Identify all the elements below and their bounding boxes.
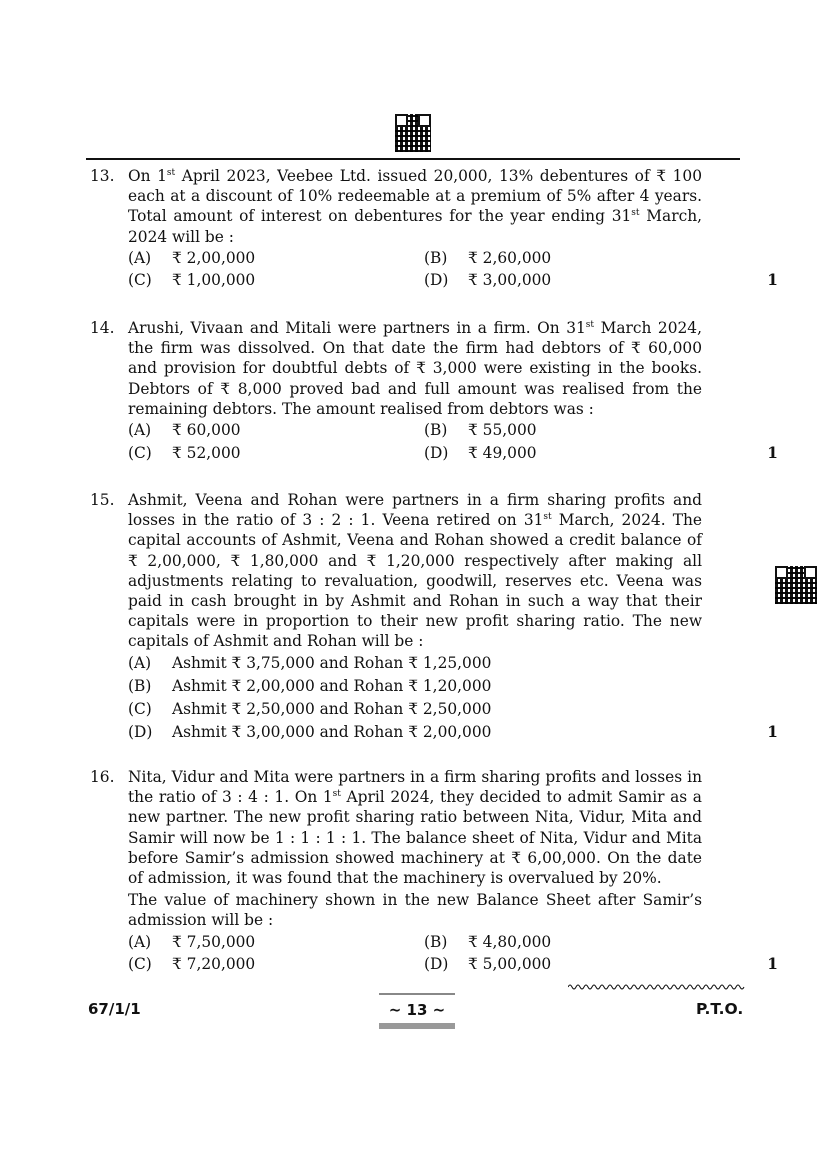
option-d: (D) ₹ 49,000: [424, 443, 537, 462]
option-d: (D) ₹ 5,00,000: [424, 955, 552, 974]
question-text: Ashmit, Veena and Rohan were partners in a firm sharing profits and losses in the ratio of 3 : 2 : 1. Veena retired on 31st March, 2024. The capital accounts of Ashmit, Veena and Rohan showed a credit balance of ₹ 2,00,000, ₹ 1,80,000 and ₹ 1,20,000 respectively after making all adjustments relating to revaluation, goodwill, reserves etc. Veena was paid in cash brought in by Ashmit and Rohan in such a way that their capitals were in proportion to their new profit sharing ratio. The new capitals of Ashmit and Rohan will be :: [128, 491, 702, 651]
marks: 1: [767, 443, 778, 462]
option-c: (C) ₹ 1,00,000: [128, 271, 256, 290]
option-a: (A) ₹ 2,00,000: [128, 248, 256, 267]
question-text: Nita, Vidur and Mita were partners in a firm sharing profits and losses in the ratio of 3 : 4 : 1. On 1st April 2024, they decided to admit Samir as a new partner. The new profit sharing ratio between Nita, Vidur, Mita and Samir will now be 1 : 1 : 1 : 1. The balance sheet of Nita, Vidur and Mita before Samir’s admission showed machinery at ₹ 6,00,000. On the date of admission, it was found that the machinery is overvalued by 20%.: [128, 768, 702, 888]
question-15: [90, 490, 778, 744]
marks: 1: [767, 271, 778, 290]
question-text-continued: The value of machinery shown in the new Balance Sheet after Samir’s admission will be :: [128, 891, 702, 930]
qr-code-top: [395, 114, 431, 152]
marks: 1: [767, 955, 778, 974]
question-number: 14.: [90, 319, 115, 337]
option-b: (B) ₹ 55,000: [424, 421, 537, 440]
header-rule: [86, 158, 740, 160]
page-number: ~ 13 ~: [388, 1001, 446, 1019]
wavy-divider: [568, 982, 746, 992]
pto-label: P.T.O.: [696, 1000, 744, 1018]
option-a: (A) ₹ 7,50,000: [128, 932, 256, 951]
option-c: (C) Ashmit ₹ 2,50,000 and Rohan ₹ 2,50,000: [128, 699, 492, 718]
paper-code: 67/1/1: [88, 1000, 141, 1018]
question-number: 16.: [90, 768, 115, 786]
question-16: [90, 767, 778, 976]
marks: 1: [767, 722, 778, 741]
page-number-box: [379, 993, 455, 1029]
option-b: (B) Ashmit ₹ 2,00,000 and Rohan ₹ 1,20,000: [128, 676, 492, 695]
qr-code-side: [775, 566, 817, 604]
option-a: (A) ₹ 60,000: [128, 421, 241, 440]
question-number: 13.: [90, 167, 115, 185]
option-c: (C) ₹ 7,20,000: [128, 955, 256, 974]
options: [128, 419, 778, 464]
options: [128, 931, 778, 976]
options: [128, 247, 778, 292]
options: [128, 652, 778, 744]
option-c: (C) ₹ 52,000: [128, 443, 241, 462]
option-b: (B) ₹ 2,60,000: [424, 248, 552, 267]
question-text: Arushi, Vivaan and Mitali were partners in a firm. On 31st March 2024, the firm was dissolved. On that date the firm had debtors of ₹ 60,000 and provision for doubtful debts of ₹ 3,000 were existing in the books. Debtors of ₹ 8,000 proved bad and full amount was realised from the remaining debtors. The amount realised from debtors was :: [128, 319, 702, 418]
question-14: [90, 318, 778, 464]
option-d: (D) Ashmit ₹ 3,00,000 and Rohan ₹ 2,00,000: [128, 722, 492, 741]
question-13: [90, 166, 778, 292]
option-d: (D) ₹ 3,00,000: [424, 271, 552, 290]
option-a: (A) Ashmit ₹ 3,75,000 and Rohan ₹ 1,25,000: [128, 653, 492, 672]
option-b: (B) ₹ 4,80,000: [424, 932, 552, 951]
question-text: On 1st April 2023, Veebee Ltd. issued 20,000, 13% debentures of ₹ 100 each at a discount of 10% redeemable at a premium of 5% after 4 years. Total amount of interest on debentures for the year ending 31st March, 2024 will be :: [128, 167, 702, 246]
question-number: 15.: [90, 491, 115, 509]
